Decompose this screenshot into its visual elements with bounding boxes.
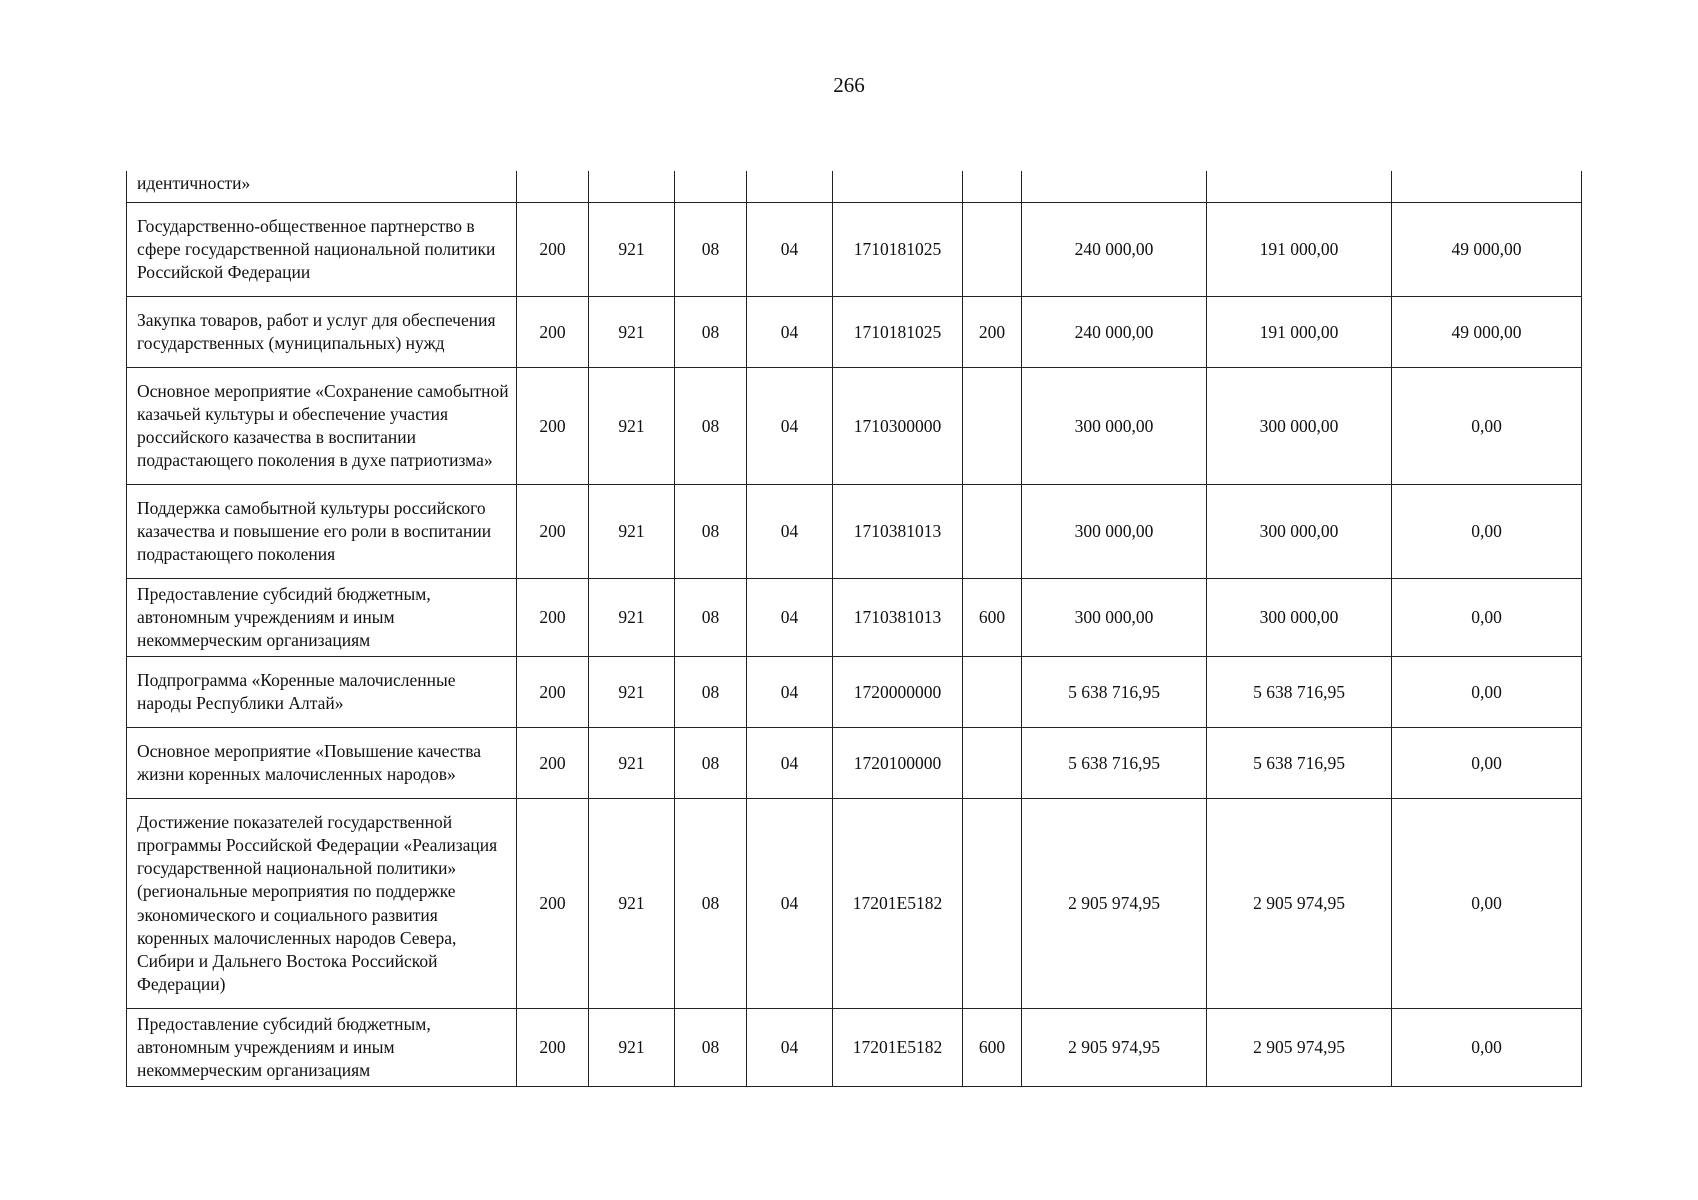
table-row (127, 485, 1582, 579)
cell-code-5: 1710181025 (833, 297, 963, 368)
table-row (127, 1009, 1582, 1087)
cell-amount-3: 49 000,00 (1392, 203, 1582, 297)
cell-code-4: 04 (747, 728, 833, 799)
cell-code-5: 1710181025 (833, 203, 963, 297)
row-name: Подпрограмма «Коренные малочисленные народы Республики Алтай» (127, 657, 517, 728)
cell-code-2: 921 (589, 203, 675, 297)
cell-amount-2: 191 000,00 (1207, 297, 1392, 368)
cell-code-1: 200 (517, 579, 589, 657)
cell-code-3: 08 (675, 799, 747, 1009)
cell-amount-2: 191 000,00 (1207, 203, 1392, 297)
cell-code-5: 1710381013 (833, 485, 963, 579)
cell-code-4: 04 (747, 368, 833, 485)
table-row (127, 728, 1582, 799)
cell-code-3: 08 (675, 657, 747, 728)
table-row (127, 579, 1582, 657)
cell-code-3: 08 (675, 1009, 747, 1087)
cell-code-1: 200 (517, 728, 589, 799)
cell-code-1: 200 (517, 368, 589, 485)
cell-code-2: 921 (589, 657, 675, 728)
cell-amount-3: 0,00 (1392, 485, 1582, 579)
cell-code-4: 04 (747, 579, 833, 657)
cell-amount-3: 0,00 (1392, 579, 1582, 657)
table-row (127, 799, 1582, 1009)
cell-code-6: 200 (963, 297, 1022, 368)
cell-amount-3: 0,00 (1392, 657, 1582, 728)
row-name: идентичности» (127, 171, 517, 203)
row-name: Поддержка самобытной культуры российского казачества и повышение его роли в воспитании подрастающего поколения (127, 485, 517, 579)
cell-code-5: 1710381013 (833, 579, 963, 657)
cell-code-1: 200 (517, 1009, 589, 1087)
budget-table (126, 171, 1582, 1087)
cell-code-2: 921 (589, 297, 675, 368)
cell-code-6 (963, 203, 1022, 297)
cell-code-1: 200 (517, 657, 589, 728)
cell-code-1: 200 (517, 485, 589, 579)
row-name: Основное мероприятие «Повышение качества жизни коренных малочисленных народов» (127, 728, 517, 799)
row-name: Предоставление субсидий бюджетным, автономным учреждениям и иным некоммерческим организациям (127, 1009, 517, 1087)
cell-code-4: 04 (747, 203, 833, 297)
cell-code-2: 921 (589, 799, 675, 1009)
cell-code-6 (963, 728, 1022, 799)
cell-amount-3: 0,00 (1392, 799, 1582, 1009)
cell-code-4: 04 (747, 799, 833, 1009)
cell-code-4: 04 (747, 1009, 833, 1087)
cell-code-6 (963, 657, 1022, 728)
cell-code-5: 1720100000 (833, 728, 963, 799)
cell-amount-3: 0,00 (1392, 728, 1582, 799)
cell-code-3: 08 (675, 485, 747, 579)
row-name: Достижение показателей государственной программы Российской Федерации «Реализация государственной национальной политики» (региональные мероприятия по поддержке экономического и социального развития коренных малочисленных народов Севера, Сибири и Дальнего Востока Российской Федерации) (127, 799, 517, 1009)
cell-amount-3: 0,00 (1392, 1009, 1582, 1087)
cell-code-3: 08 (675, 297, 747, 368)
cell-code-6 (963, 799, 1022, 1009)
row-name: Закупка товаров, работ и услуг для обеспечения государственных (муниципальных) нужд (127, 297, 517, 368)
cell-amount-2: 300 000,00 (1207, 485, 1392, 579)
cell-amount-1: 240 000,00 (1022, 297, 1207, 368)
table-row (127, 203, 1582, 297)
cell-amount-1: 2 905 974,95 (1022, 1009, 1207, 1087)
cell-amount-1: 300 000,00 (1022, 368, 1207, 485)
cell-code-5: 1710300000 (833, 368, 963, 485)
cell-amount-1: 300 000,00 (1022, 485, 1207, 579)
cell-amount-1: 240 000,00 (1022, 203, 1207, 297)
cell-amount-2: 300 000,00 (1207, 368, 1392, 485)
cell-amount-3: 0,00 (1392, 368, 1582, 485)
cell-code-1: 200 (517, 297, 589, 368)
cell-code-2: 921 (589, 368, 675, 485)
cell-amount-1: 2 905 974,95 (1022, 799, 1207, 1009)
cell-amount-1: 300 000,00 (1022, 579, 1207, 657)
cell-code-6 (963, 368, 1022, 485)
cell-amount-2: 300 000,00 (1207, 579, 1392, 657)
cell-code-5: 17201E5182 (833, 1009, 963, 1087)
row-name: Государственно-общественное партнерство в сфере государственной национальной политики Российской Федерации (127, 203, 517, 297)
cell-amount-1: 5 638 716,95 (1022, 728, 1207, 799)
cell-amount-2: 2 905 974,95 (1207, 799, 1392, 1009)
cell-code-3: 08 (675, 368, 747, 485)
cell-code-5: 17201E5182 (833, 799, 963, 1009)
cell-code-1: 200 (517, 203, 589, 297)
cell-code-4: 04 (747, 297, 833, 368)
cell-amount-2: 5 638 716,95 (1207, 728, 1392, 799)
cell-code-2: 921 (589, 1009, 675, 1087)
cell-code-2: 921 (589, 728, 675, 799)
cell-code-2: 921 (589, 485, 675, 579)
cell-code-6: 600 (963, 1009, 1022, 1087)
cell-code-4: 04 (747, 485, 833, 579)
cell-code-5: 1720000000 (833, 657, 963, 728)
cell-code-3: 08 (675, 728, 747, 799)
cell-amount-1: 5 638 716,95 (1022, 657, 1207, 728)
cell-code-6: 600 (963, 579, 1022, 657)
row-name: Основное мероприятие «Сохранение самобытной казачьей культуры и обеспечение участия российского казачества в воспитании подрастающего поколения в духе патриотизма» (127, 368, 517, 485)
table-row (127, 297, 1582, 368)
page-number: 266 (833, 73, 865, 97)
cell-amount-3: 49 000,00 (1392, 297, 1582, 368)
cell-code-1: 200 (517, 799, 589, 1009)
cell-amount-2: 5 638 716,95 (1207, 657, 1392, 728)
table-row (127, 368, 1582, 485)
cell-code-3: 08 (675, 203, 747, 297)
cell-amount-2: 2 905 974,95 (1207, 1009, 1392, 1087)
cell-code-6 (963, 485, 1022, 579)
row-name: Предоставление субсидий бюджетным, автономным учреждениям и иным некоммерческим организациям (127, 579, 517, 657)
cell-code-4: 04 (747, 657, 833, 728)
cell-code-3: 08 (675, 579, 747, 657)
cell-code-2: 921 (589, 579, 675, 657)
table-row (127, 657, 1582, 728)
table-row-continuation (127, 171, 1582, 203)
